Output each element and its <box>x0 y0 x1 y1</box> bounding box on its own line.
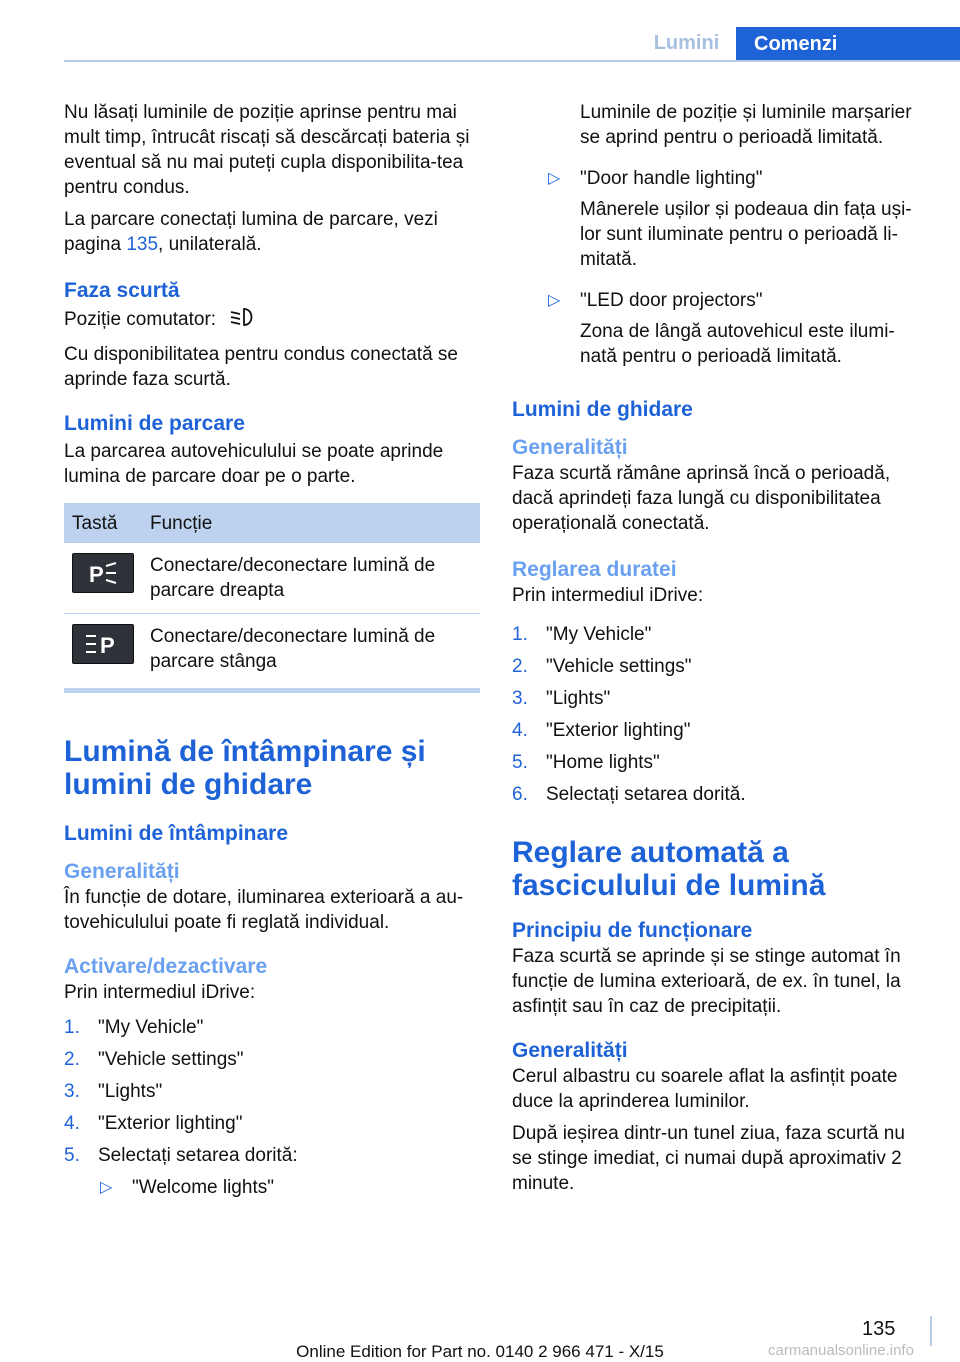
reglare-automata-heading: Reglare automată a fasciculului de lumină <box>512 836 826 902</box>
table-row <box>64 614 480 691</box>
page-link[interactable]: 135 <box>126 234 159 255</box>
lumini-parcare-heading: Lumini de parcare <box>64 412 245 435</box>
duration-steps-list <box>512 622 928 814</box>
main-section-heading: Lumină de întâmpinare și lumini de ghidare <box>64 735 426 801</box>
welcome-options-list <box>64 1175 480 1200</box>
generalitati-auto-text-1: Cerul albastru cu soarele aflat la asfințit poate duce la aprinderea luminilor. <box>512 1066 898 1112</box>
faza-scurta-heading: Faza scurtă <box>64 279 180 302</box>
watermark: carmanualsonline.info <box>768 1342 914 1359</box>
bullet-triangle-icon: ▷ <box>548 170 561 187</box>
row-function-text: Conectare/deconectare lumină de parcare stânga <box>142 614 480 691</box>
principiu-text: Faza scurtă se aprinde și se stinge automat în funcție de lumina exterioară, de ex. în tunel, la asfințit sau în caz de precipitații. <box>512 946 901 1017</box>
generalitati-auto-heading: Generalități <box>512 1039 628 1062</box>
switch-position-line: Poziție comutator: <box>64 306 480 335</box>
welcome-options-continued <box>512 166 928 369</box>
low-beam-icon <box>227 306 257 335</box>
generalitati-auto-text-2: După ieșirea dintr-un tunel ziua, faza scurtă nu se stinge imediat, ci numai după aproximativ 2 minute. <box>512 1123 905 1194</box>
header-rule <box>64 60 960 62</box>
welcome-lights-desc: Luminile de poziție și luminile marșarier se aprind pentru o perioadă limitată. <box>580 102 912 148</box>
table-row <box>64 543 480 614</box>
generalitati-text: În funcție de dotare, iluminarea exterioară a au-tovehiculului poate fi reglată individual. <box>64 887 464 933</box>
section-tab-lumini: Lumini <box>653 32 720 54</box>
generalitati-heading-right: Generalități <box>512 436 628 459</box>
right-column <box>512 100 928 1203</box>
list-item: 1. "My Vehicle" <box>512 624 652 645</box>
svg-text:P: P <box>100 633 115 658</box>
principiu-heading: Principiu de funcționare <box>512 919 753 942</box>
list-item: 2. "Vehicle settings" <box>512 656 692 677</box>
col-header-function: Funcție <box>142 503 480 543</box>
list-item: ▷ "Welcome lights" <box>100 1177 274 1198</box>
list-item: 4. "Exterior lighting" <box>512 720 691 741</box>
edition-footer: Online Edition for Part no. 0140 2 966 471 - X/15 <box>296 1342 664 1361</box>
list-item: 3. "Lights" <box>512 688 611 709</box>
bullet-triangle-icon: ▷ <box>100 1179 113 1196</box>
lumini-intampinare-heading: Lumini de întâmpinare <box>64 822 289 845</box>
reglarea-duratei-text: Prin intermediul iDrive: <box>512 585 704 606</box>
page-number: 135 <box>862 1318 896 1340</box>
intro-paragraph-1: Nu lăsați luminile de poziție aprinse pentru mai mult timp, întrucât riscați să descărcați bateria și eventual să nu mai puteți cupla disponibilita-tea pentru condus. <box>64 102 470 198</box>
activare-heading: Activare/dezactivare <box>64 955 268 978</box>
svg-text:P: P <box>89 562 104 587</box>
footer-rule <box>930 1316 932 1346</box>
chapter-tab-comenzi: Comenzi <box>736 27 960 62</box>
list-item: 6. Selectați setarea dorită. <box>512 784 746 805</box>
list-item: 1. "My Vehicle" <box>64 1017 204 1038</box>
activare-text: Prin intermediul iDrive: <box>64 982 256 1003</box>
activation-steps-list <box>64 1015 480 1175</box>
parking-light-left-icon <box>72 624 134 664</box>
parking-light-right-icon <box>72 553 134 593</box>
reglarea-duratei-heading: Reglarea duratei <box>512 558 677 581</box>
bullet-triangle-icon: ▷ <box>548 292 561 309</box>
ghidare-text: Faza scurtă rămâne aprinsă încă o perioadă, dacă aprindeți faza lungă cu disponibilitatea operațională conectată. <box>512 463 891 534</box>
lumini-ghidare-heading: Lumini de ghidare <box>512 398 693 421</box>
list-item: 2. "Vehicle settings" <box>64 1049 244 1070</box>
col-header-key: Tastă <box>64 503 142 543</box>
parking-lights-table <box>64 503 480 693</box>
list-item: 4. "Exterior lighting" <box>64 1113 243 1134</box>
list-item: ▷ "LED door projectors" Zona de lângă autovehicul este ilumi-nată pentru o perioadă limitată. <box>548 290 895 367</box>
list-item: 5. Selectați setarea dorită: <box>64 1145 298 1166</box>
lumini-parcare-text: La parcarea autovehiculului se poate aprinde lumina de parcare doar pe o parte. <box>64 441 444 487</box>
generalitati-heading: Generalități <box>64 860 180 883</box>
list-item: 5. "Home lights" <box>512 752 660 773</box>
intro-paragraph-2: La parcare conectați lumina de parcare, vezi pagina 135, unilaterală. <box>64 209 438 255</box>
list-item: ▷ "Door handle lighting" Mânerele ușilor și podeaua din fața uși-lor sunt iluminate pentru o perioadă li-mitată. <box>548 168 912 270</box>
faza-scurta-text: Cu disponibilitatea pentru condus conectată se aprinde faza scurtă. <box>64 344 458 390</box>
left-column <box>64 100 480 1200</box>
row-function-text: Conectare/deconectare lumină de parcare dreapta <box>142 543 480 614</box>
list-item: 3. "Lights" <box>64 1081 163 1102</box>
